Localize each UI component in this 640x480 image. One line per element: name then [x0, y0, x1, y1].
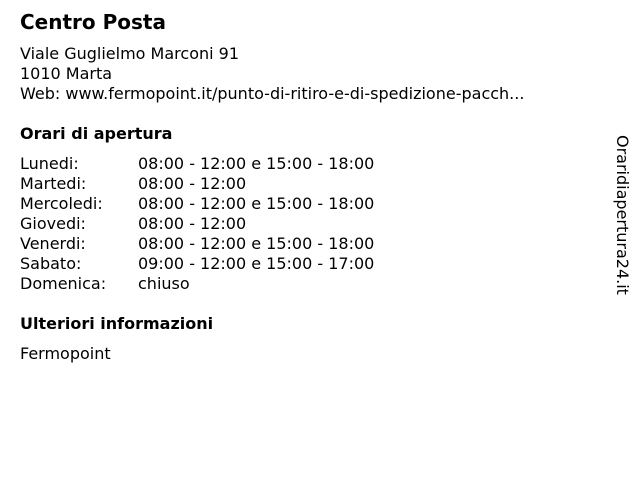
additional-info-text: Fermopoint — [20, 344, 111, 363]
hours-row-saturday — [20, 254, 374, 274]
day-hours: chiuso — [138, 274, 190, 293]
opening-hours-table — [20, 154, 374, 294]
hours-row-thursday — [20, 214, 374, 234]
day-hours: 08:00 - 12:00 e 15:00 - 18:00 — [138, 234, 375, 253]
page-title: Centro Posta — [20, 10, 166, 34]
day-label: Mercoledi: — [20, 194, 103, 213]
hours-row-sunday — [20, 274, 374, 294]
hours-row-tuesday — [20, 174, 374, 194]
street-address: Viale Guglielmo Marconi 91 — [20, 44, 240, 63]
day-label: Giovedi: — [20, 214, 86, 233]
site-watermark: Oraridiapertura24.it — [613, 135, 632, 295]
city-address: 1010 Marta — [20, 64, 113, 83]
day-label: Lunedi: — [20, 154, 79, 173]
day-hours: 08:00 - 12:00 e 15:00 - 18:00 — [138, 154, 375, 173]
day-label: Domenica: — [20, 274, 107, 293]
day-hours: 09:00 - 12:00 e 15:00 - 17:00 — [138, 254, 375, 273]
day-label: Venerdi: — [20, 234, 86, 253]
additional-info-heading: Ulteriori informazioni — [20, 314, 214, 333]
day-hours: 08:00 - 12:00 — [138, 214, 247, 233]
address-block — [20, 44, 524, 104]
day-hours: 08:00 - 12:00 — [138, 174, 247, 193]
web-link[interactable]: Web: www.fermopoint.it/punto-di-ritiro-e-di-spedizione-pacch... — [20, 84, 525, 103]
opening-hours-heading: Orari di apertura — [20, 124, 173, 143]
day-label: Sabato: — [20, 254, 82, 273]
hours-row-wednesday — [20, 194, 374, 214]
hours-row-friday — [20, 234, 374, 254]
day-label: Martedi: — [20, 174, 87, 193]
hours-row-monday — [20, 154, 374, 174]
day-hours: 08:00 - 12:00 e 15:00 - 18:00 — [138, 194, 375, 213]
